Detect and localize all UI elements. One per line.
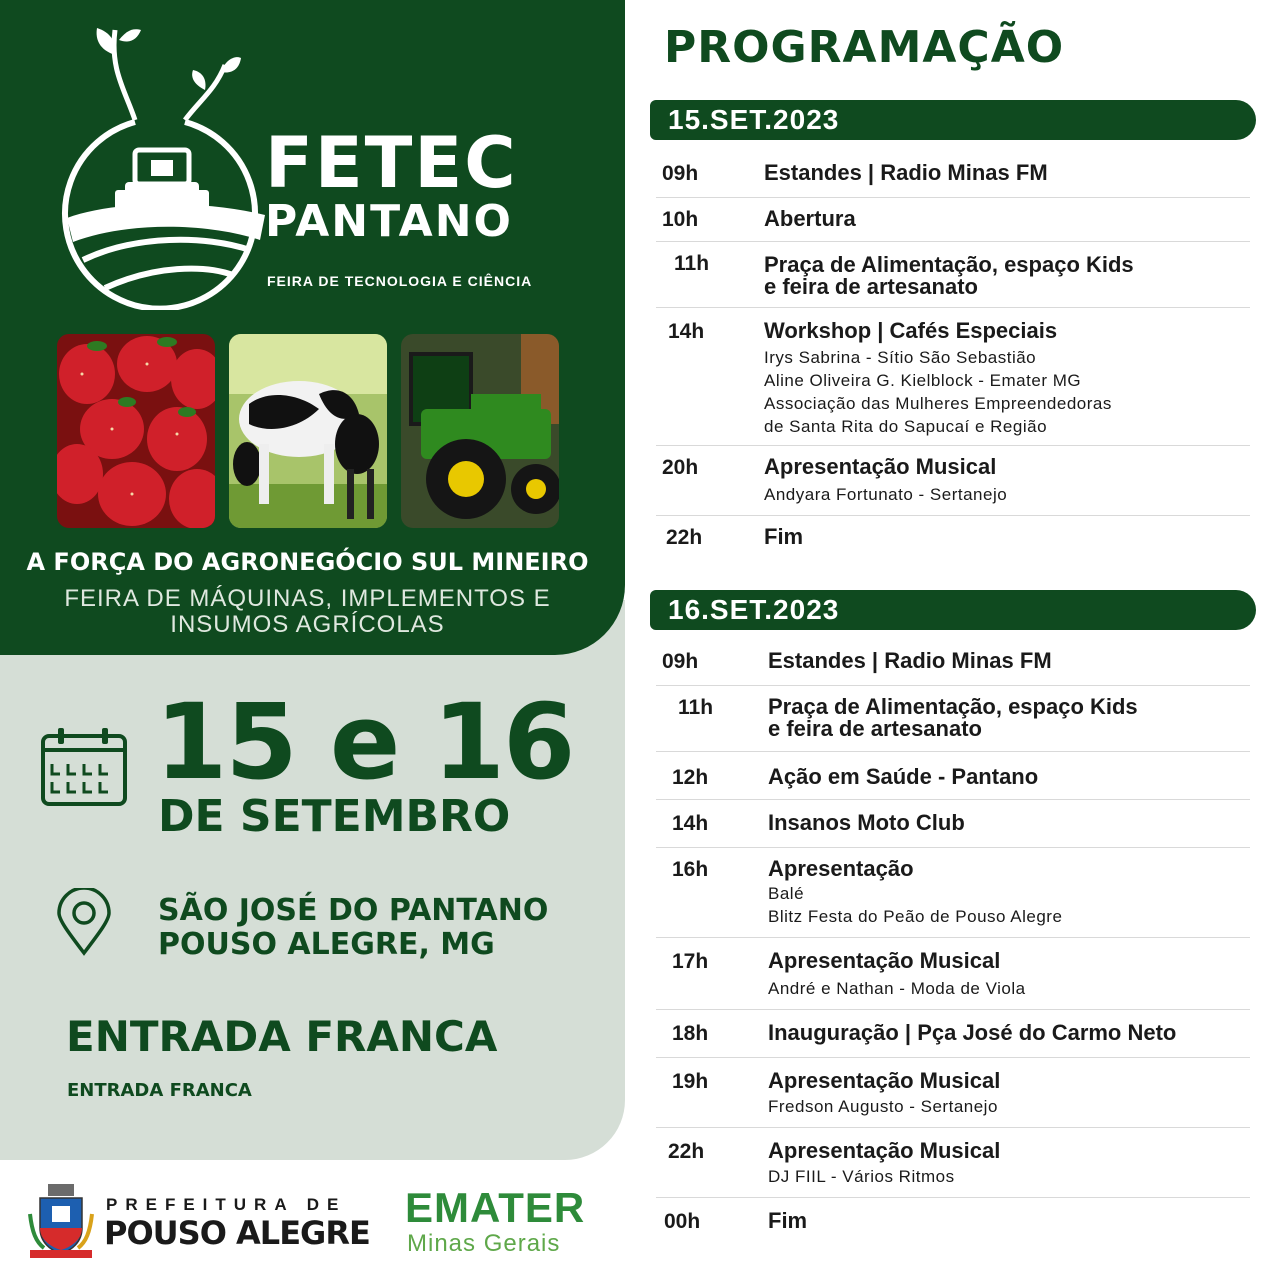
row-time: 11h xyxy=(674,252,710,275)
row-title: Ação em Saúde - Pantano xyxy=(768,764,1039,789)
calendar-icon xyxy=(40,728,128,808)
row-title: Insanos Moto Club xyxy=(768,810,965,835)
entry-note: ENTRADA FRANCA xyxy=(67,1080,252,1101)
fetec-logo-icon xyxy=(55,10,275,310)
day-header-1: 15.SET.2023 xyxy=(650,100,1256,140)
row-detail: Balé xyxy=(768,884,805,903)
brand-subtitle: PANTANO xyxy=(265,196,513,247)
row-title: Apresentação Musical xyxy=(768,1068,1001,1093)
row-time: 16h xyxy=(672,858,709,881)
row-title: Inauguração | Pça José do Carmo Neto xyxy=(768,1020,1177,1045)
schedule-row xyxy=(656,686,1250,752)
pouso-alegre-crest-icon xyxy=(26,1184,96,1260)
program-title: PROGRAMAÇÃO xyxy=(664,22,1065,73)
subheadline-line-2: INSUMOS AGRÍCOLAS xyxy=(170,611,445,638)
row-title: Workshop | Cafés Especiais xyxy=(764,318,1058,343)
schedule-row xyxy=(656,1198,1250,1246)
prefeitura-label: PREFEITURA DE xyxy=(106,1195,347,1214)
subheadline-line-1: FEIRA DE MÁQUINAS, IMPLEMENTOS E xyxy=(64,585,551,612)
row-time: 17h xyxy=(672,950,709,973)
schedule-row xyxy=(656,848,1250,938)
schedule-row xyxy=(656,1010,1250,1058)
schedule-row xyxy=(656,1058,1250,1128)
location-pin-icon xyxy=(56,888,112,956)
strawberries-photo xyxy=(57,334,215,528)
row-time: 18h xyxy=(672,1022,709,1045)
brand-title: FETEC xyxy=(265,122,518,204)
row-time: 22h xyxy=(668,1140,705,1163)
prefeitura-city: POUSO ALEGRE xyxy=(104,1214,370,1252)
tractor-photo xyxy=(401,334,559,528)
row-title: Fim xyxy=(764,524,804,549)
row-detail: DJ FIIL - Vários Ritmos xyxy=(768,1167,955,1186)
headline: A FORÇA DO AGRONEGÓCIO SUL MINEIRO xyxy=(26,548,589,576)
location-line-1: SÃO JOSÉ DO PANTANO xyxy=(158,893,549,928)
row-title: Praça de Alimentação, espaço Kids e feira de artesanato xyxy=(764,252,1134,299)
emater-logo-text: EMATER xyxy=(405,1184,586,1231)
schedule-row xyxy=(656,242,1250,308)
row-detail: Andyara Fortunato - Sertanejo xyxy=(764,485,1008,504)
schedule-row xyxy=(656,640,1250,686)
row-title: Fim xyxy=(768,1208,808,1233)
subheadline xyxy=(0,586,615,638)
schedule-row xyxy=(656,800,1250,848)
row-detail: André e Nathan - Moda de Viola xyxy=(768,979,1026,998)
row-title: Estandes | Radio Minas FM xyxy=(764,160,1048,185)
event-days: 15 e 16 xyxy=(155,681,574,803)
emater-subtitle: Minas Gerais xyxy=(407,1230,561,1257)
schedule-row xyxy=(656,198,1250,242)
row-detail: de Santa Rita do Sapucaí e Região xyxy=(764,417,1048,436)
schedule-row xyxy=(656,446,1250,516)
location-line-2: POUSO ALEGRE, MG xyxy=(158,927,495,962)
event-month: DE SETEMBRO xyxy=(158,791,511,842)
schedule-row xyxy=(656,1128,1250,1198)
row-time: 09h xyxy=(662,650,699,673)
row-time: 20h xyxy=(662,456,699,479)
row-detail: Fredson Augusto - Sertanejo xyxy=(768,1097,998,1116)
day-header-2: 16.SET.2023 xyxy=(650,590,1256,630)
row-detail: Blitz Festa do Peão de Pouso Alegre xyxy=(768,907,1063,926)
row-detail: Irys Sabrina - Sítio São Sebastião xyxy=(764,348,1037,367)
row-time: 10h xyxy=(662,208,699,231)
schedule-row xyxy=(656,938,1250,1010)
entry-heading: ENTRADA FRANCA xyxy=(66,1012,498,1061)
row-title: Apresentação Musical xyxy=(768,948,1001,973)
row-title: Apresentação Musical xyxy=(764,454,997,479)
cows-photo xyxy=(229,334,387,528)
schedule-row xyxy=(656,752,1250,800)
row-time: 12h xyxy=(672,766,709,789)
schedule-row xyxy=(656,156,1250,198)
row-title: Apresentação xyxy=(768,856,914,881)
schedule-row xyxy=(656,308,1250,446)
row-title: Abertura xyxy=(764,206,856,231)
row-title: Praça de Alimentação, espaço Kids e feira de artesanato xyxy=(768,694,1138,741)
schedule-row xyxy=(656,516,1250,560)
row-time: 22h xyxy=(666,526,703,549)
row-time: 19h xyxy=(672,1070,709,1093)
row-time: 11h xyxy=(678,696,714,719)
row-time: 14h xyxy=(672,812,709,835)
row-time: 14h xyxy=(668,320,705,343)
row-title: Apresentação Musical xyxy=(768,1138,1001,1163)
row-time: 09h xyxy=(662,162,699,185)
row-detail: Aline Oliveira G. Kielblock - Emater MG xyxy=(764,371,1082,390)
brand-tagline: FEIRA DE TECNOLOGIA E CIÊNCIA xyxy=(267,273,533,289)
row-detail: Associação das Mulheres Empreendedoras xyxy=(764,394,1112,413)
row-title: Estandes | Radio Minas FM xyxy=(768,648,1052,673)
row-time: 00h xyxy=(664,1210,701,1233)
